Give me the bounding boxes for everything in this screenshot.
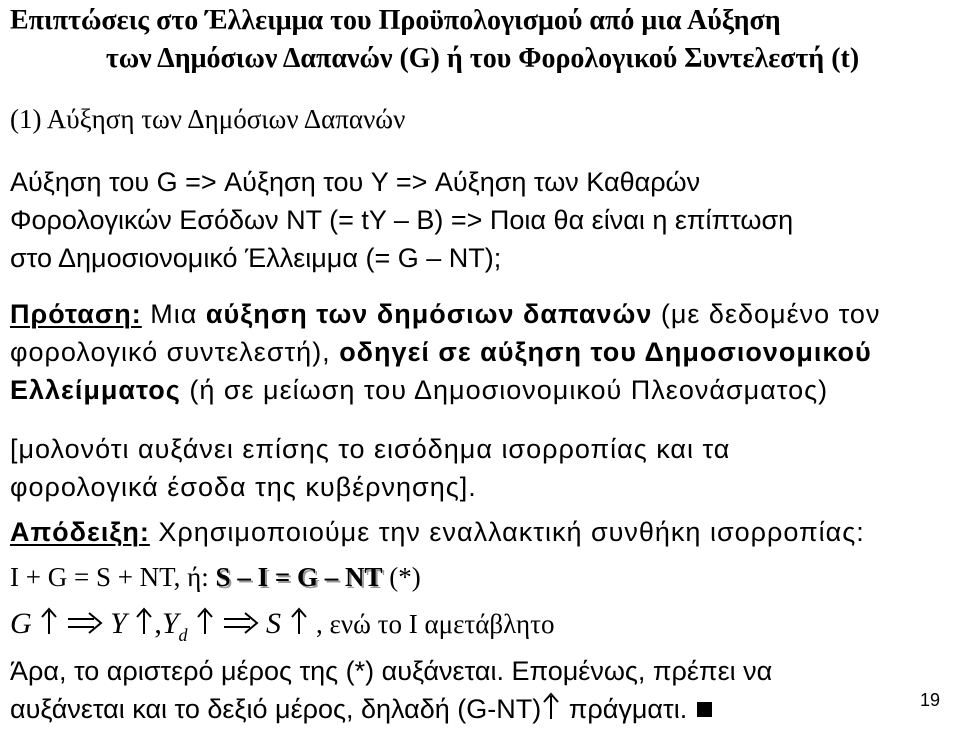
equation-line bbox=[10, 558, 955, 596]
end-of-proof-square-icon bbox=[697, 702, 712, 717]
proposition-text-1c: (με δεδομένο τον bbox=[652, 299, 881, 329]
proposition-text-1b: αύξηση των δημόσιων δαπανών bbox=[205, 299, 653, 329]
conclusion-text-2a: αυξάνεται και το δεξιό μέρος, δηλαδή (G-NT) bbox=[10, 694, 542, 724]
up-arrow-icon bbox=[289, 607, 309, 635]
note-line-1: [μολονότι αυξάνει επίσης το εισόδημα ισορροπίας και τα bbox=[10, 434, 731, 464]
up-arrow-icon bbox=[541, 692, 561, 720]
title-line-1: Επιπτώσεις στο Έλλειμμα του Προϋπολογισμού από μια Αύξηση bbox=[10, 5, 781, 36]
slide-title bbox=[10, 2, 955, 78]
proposition-text-2a: φορολογικό συντελεστή), bbox=[10, 337, 340, 367]
implies-arrow-icon bbox=[67, 611, 103, 635]
proposition-line-1 bbox=[10, 295, 955, 333]
proof-line bbox=[10, 513, 955, 551]
equation-prefix: I + G = S + NT, ή: bbox=[10, 562, 216, 592]
math-y: Y bbox=[110, 607, 127, 640]
note-paragraph bbox=[10, 430, 955, 506]
proposition-line-2 bbox=[10, 333, 955, 371]
conclusion-line-1: Άρα, το αριστερό μέρος της (*) αυξάνεται. Επομένως, πρέπει να bbox=[10, 656, 773, 686]
math-yd: Y bbox=[161, 607, 179, 640]
intro-line-3: στο Δημοσιονομικό Έλλειμμα (= G – NT); bbox=[10, 243, 502, 273]
proposition-text-1a: Μια bbox=[141, 299, 206, 329]
math-tail: , ενώ το I αμετάβλητο bbox=[316, 609, 555, 639]
proposition-line-3 bbox=[10, 371, 955, 409]
up-arrow-icon bbox=[134, 607, 154, 635]
equation-suffix: (*) bbox=[382, 562, 421, 592]
intro-line-2: Φορολογικών Εσόδων ΝΤ (= tY – B) => Ποια θα είναι η επίπτωση bbox=[10, 205, 794, 235]
proposition-text-2b: οδηγεί σε αύξηση του Δημοσιονομικού bbox=[339, 337, 872, 367]
up-arrow-icon bbox=[39, 607, 59, 635]
math-s: S bbox=[266, 607, 282, 640]
note-line-2: φορολογικά έσοδα της κυβέρνησης]. bbox=[10, 472, 477, 502]
math-line bbox=[10, 605, 955, 654]
math-yd-subscript: d bbox=[178, 625, 188, 645]
math-g: G bbox=[10, 607, 32, 640]
title-line-2: των Δημόσιων Δαπανών (G) ή του Φορολογικού Συντελεστή (t) bbox=[105, 43, 860, 74]
section-heading-text: (1) Αύξηση των Δημόσιων Δαπανών bbox=[10, 104, 406, 134]
equation-emphasis: S – I = G – NT bbox=[215, 562, 383, 592]
section-heading bbox=[10, 100, 955, 138]
conclusion-text-2b: πράγματι. bbox=[561, 694, 688, 724]
proof-label: Απόδειξη: bbox=[10, 517, 150, 547]
up-arrow-icon bbox=[195, 607, 215, 635]
conclusion-line-2 bbox=[10, 690, 955, 728]
page-number: 19 bbox=[919, 690, 940, 710]
proposition-paragraph bbox=[10, 295, 955, 409]
conclusion-paragraph bbox=[10, 652, 955, 728]
proposition-text-3a: Ελλείμματος bbox=[10, 375, 181, 405]
proof-paragraph bbox=[10, 513, 955, 551]
math-comma: , bbox=[154, 607, 162, 640]
proposition-text-3b: (ή σε μείωση του Δημοσιονομικού Πλεονάσματος) bbox=[180, 375, 829, 405]
intro-line-1: Αύξηση του G => Αύξηση του Y => Αύξηση των Καθαρών bbox=[10, 167, 701, 197]
implies-arrow-icon bbox=[223, 611, 259, 635]
proposition-label: Πρόταση: bbox=[10, 299, 142, 329]
proof-text: Χρησιμοποιούμε την εναλλακτική συνθήκη ισορροπίας: bbox=[149, 517, 865, 547]
intro-paragraph bbox=[10, 163, 955, 277]
